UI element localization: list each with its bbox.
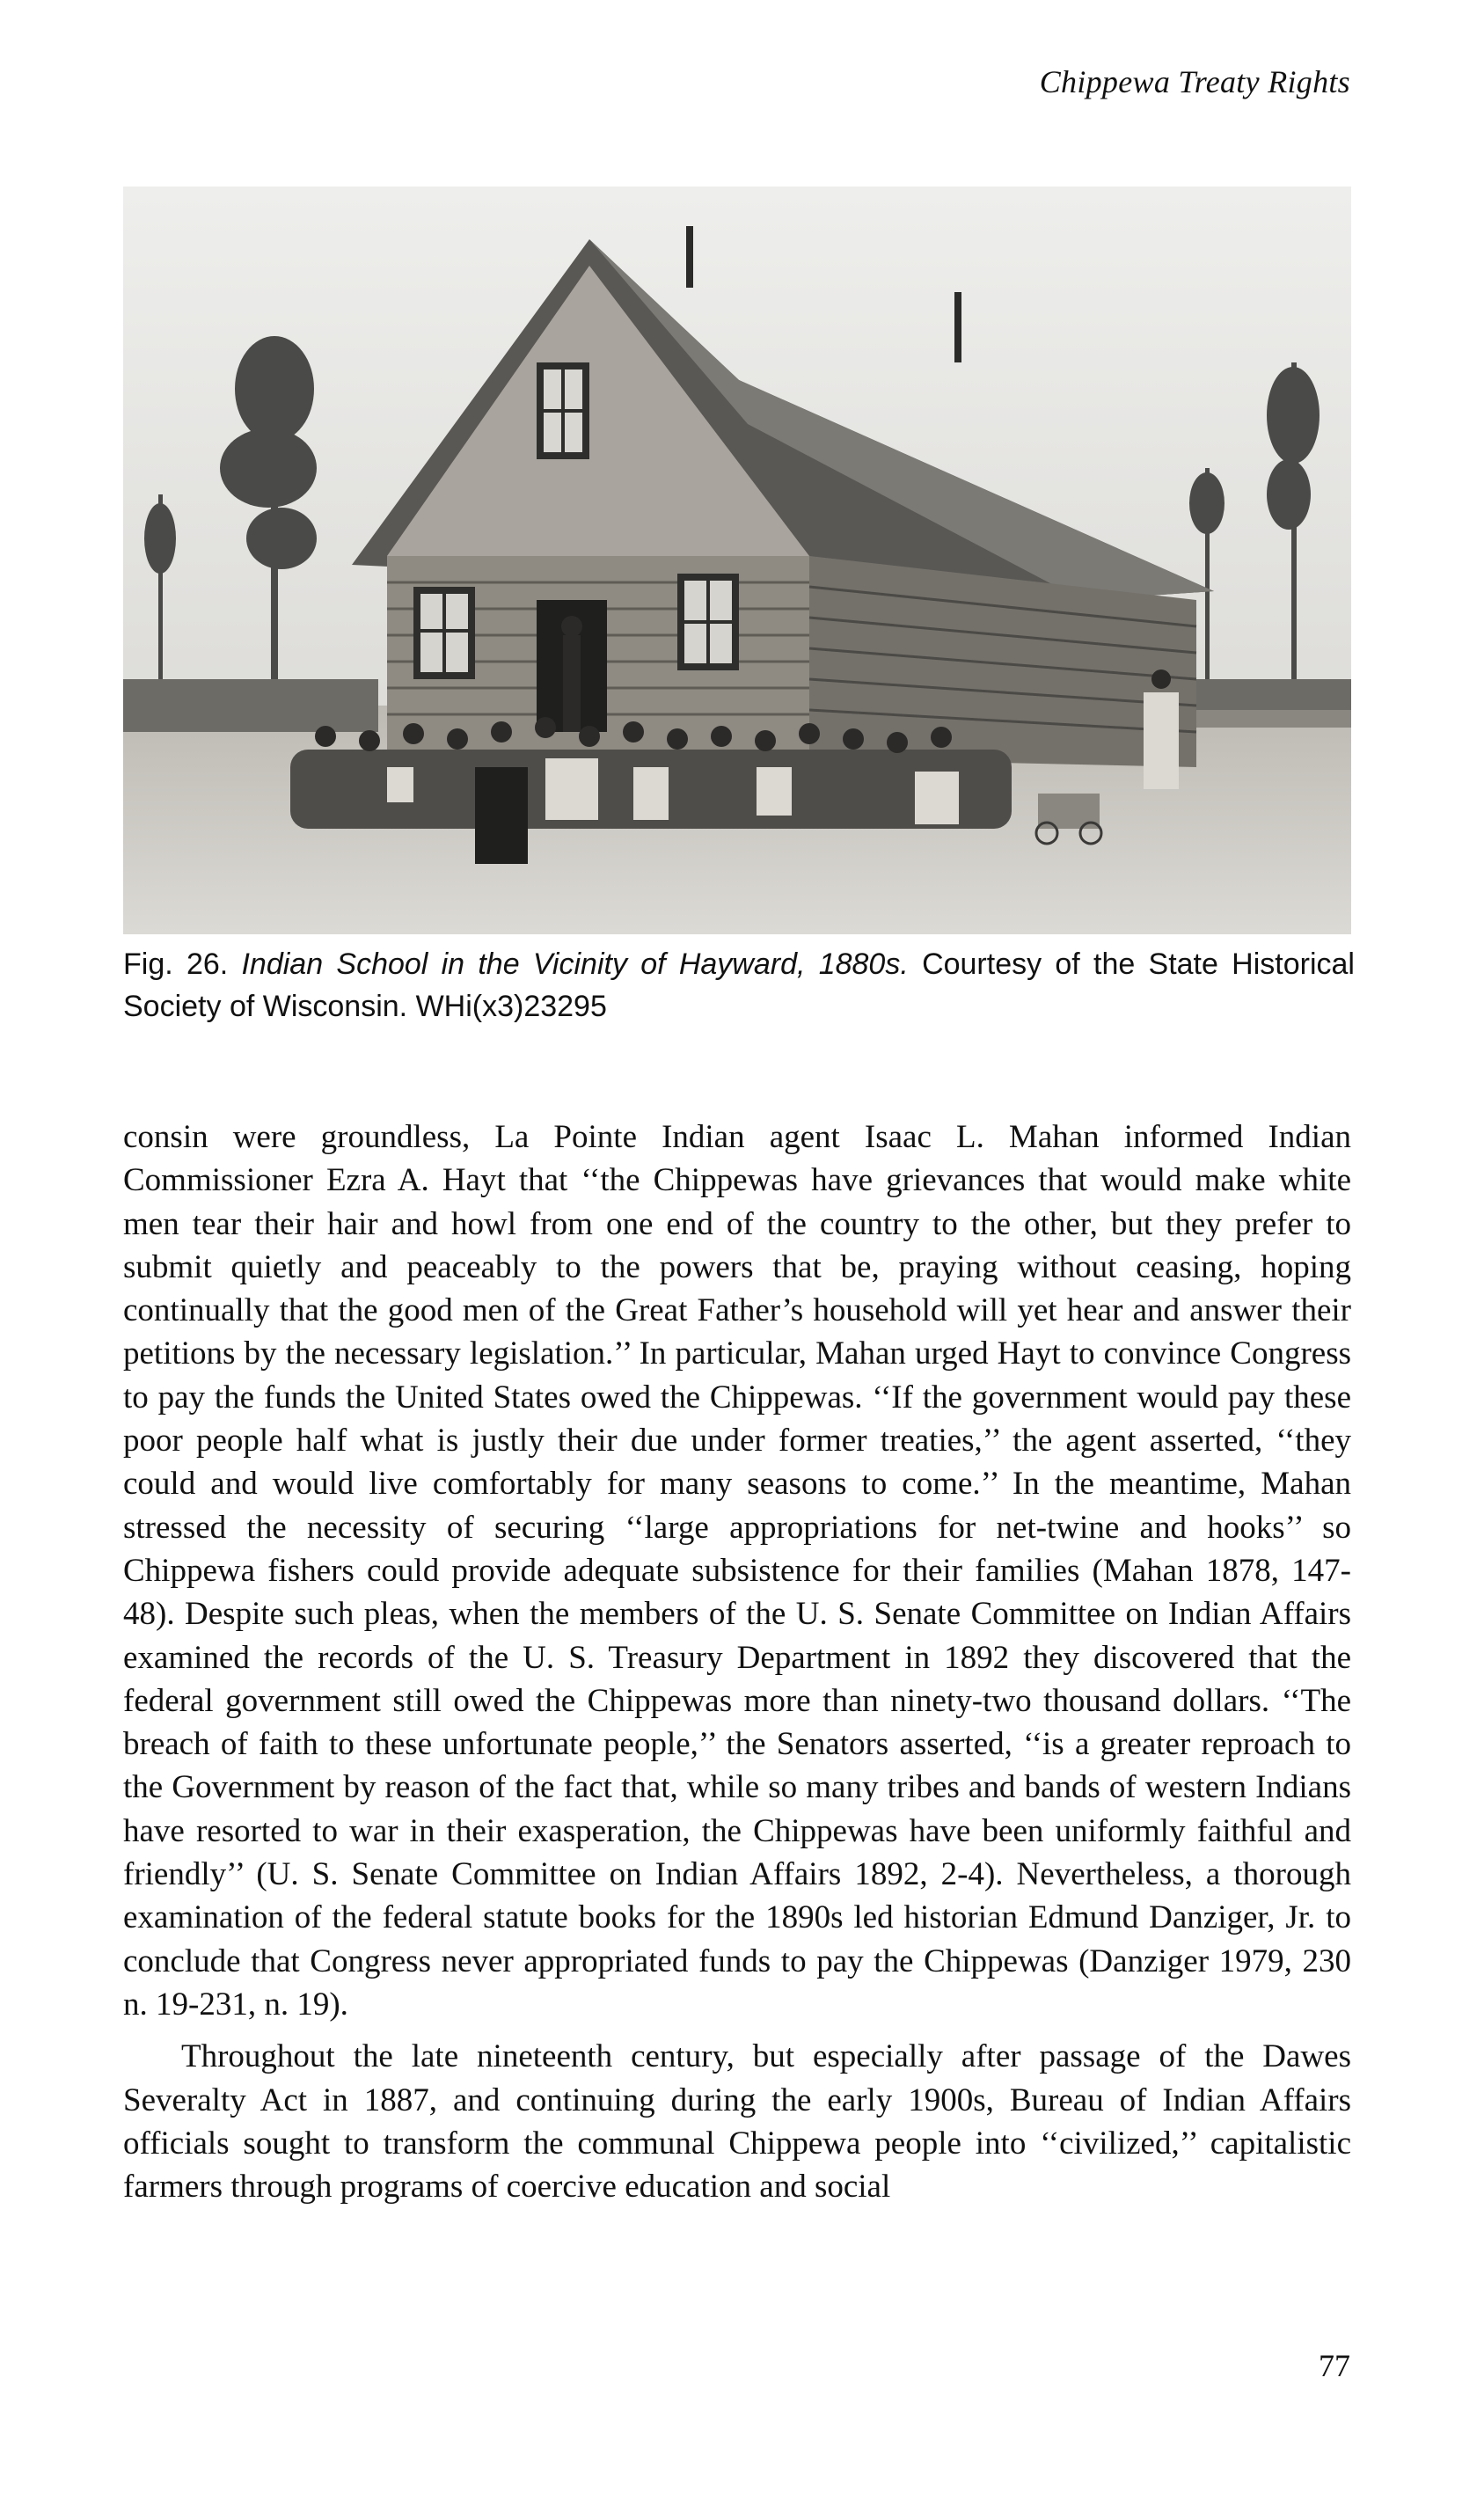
body-text [123, 1116, 1351, 2208]
paragraph-1: consin were groundless, La Pointe Indian agent Isaac L. Mahan informed Indian Commissioner Ezra A. Hayt that ‘‘the Chippewas have grievances that would make white men tear their hair and howl from one end of the country to the other, but they prefer to submit quietly and peaceably to the powers that be, praying without ceasing, hoping continually that the good men of the Great Father’s household will yet hear and answer their petitions by the necessary legislation.’’ In particular, Mahan urged Hayt to convince Congress to pay the funds the United States owed the Chippewas. ‘‘If the government would pay these poor people half what is justly their due under former treaties,’’ the agent asserted, ‘‘they could and would live comfortably for many seasons to come.’’ In the meantime, Mahan stressed the necessity of securing ‘‘large appropriations for net-twine and hooks’’ so Chippewa fishers could provide adequate subsistence for their families (Mahan 1878, 147-48). Despite such pleas, when the members of the U. S. Senate Committee on Indian Affairs examined the records of the U. S. Treasury Department in 1892 they discovered that the federal government still owed the Chippewas more than ninety-two thousand dollars. ‘‘The breach of faith to these unfortunate people,’’ the Senators asserted, ‘‘is a greater reproach to the Government by reason of the fact that, while so many tribes and bands of western Indians have resorted to war in their exasperation, the Chippewas have been uniformly faithful and friendly’’ (U. S. Senate Committee on Indian Affairs 1892, 2-4). Nevertheless, a thorough examination of the federal statute books for the 1890s led historian Edmund Danziger, Jr. to conclude that Congress never appropriated funds to pay the Chippewas (Danziger 1979, 230 n. 19-231, n. 19). [123, 1119, 1351, 2023]
page-number: 77 [1319, 2348, 1350, 2383]
log-schoolhouse-photo [123, 187, 1351, 934]
historical-photograph [123, 187, 1351, 934]
figure-caption [123, 943, 1355, 1028]
figure-title: Indian School in the Vicinity of Hayward, 1880s. [241, 947, 909, 981]
running-head: Chippewa Treaty Rights [1039, 64, 1350, 99]
figure-label: Fig. 26. [123, 947, 229, 981]
figure-credit: Courtesy of the State Historical Society of Wisconsin. WHi(x3)23295 [123, 947, 1355, 1023]
paragraph-2: Throughout the late nineteenth century, but especially after passage of the Dawes Severalty Act in 1887, and continuing during the early 1900s, Bureau of Indian Affairs officials sought to transform the communal Chippewa people into ‘‘civilized,’’ capitalistic farmers through programs of coercive education and social [123, 2038, 1351, 2206]
